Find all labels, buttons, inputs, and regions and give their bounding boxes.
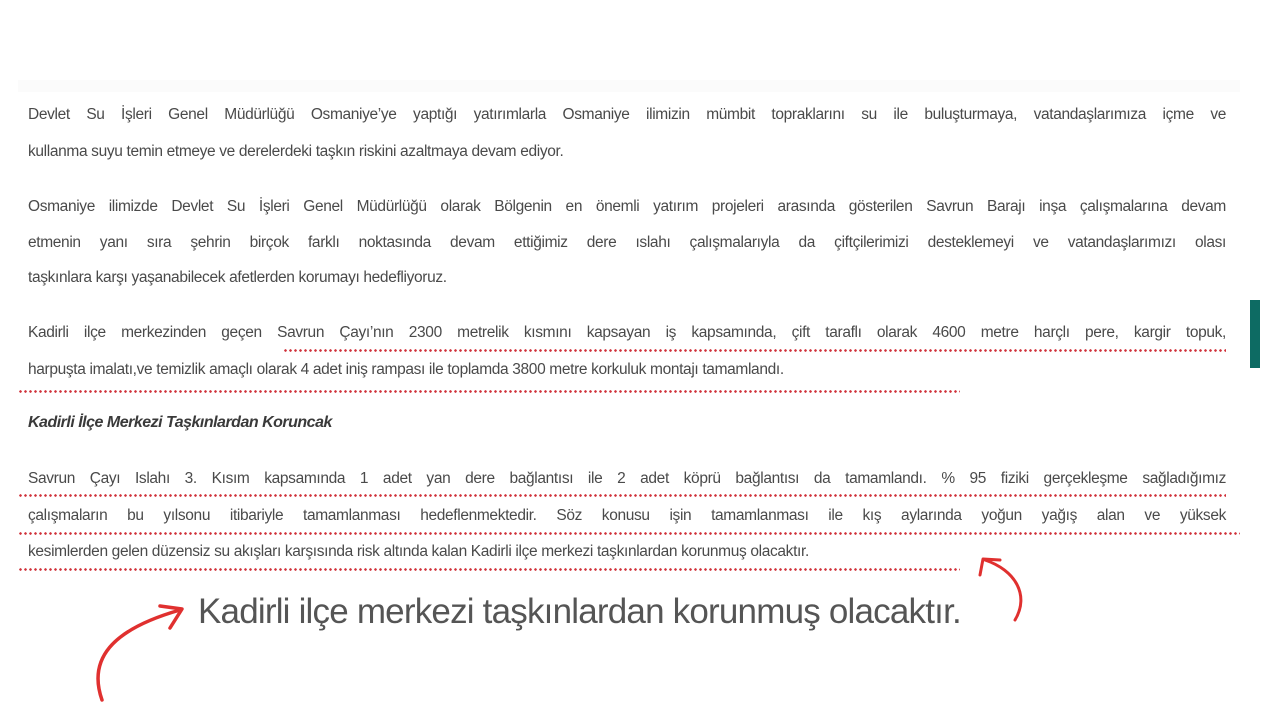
text-line: Devlet Su İşleri Genel Müdürlüğü Osmaniye’ye yaptığı yatırımlarla Osmaniye ilimizin mümbit topraklarını su ile buluşturmaya, vatandaşlarımıza içme ve	[28, 106, 1226, 123]
callout-quote: Kadirli ilçe merkezi taşkınlardan korunmuş olacaktır.	[198, 592, 961, 631]
text-line: Osmaniye ilimizde Devlet Su İşleri Genel Müdürlüğü olarak Bölgenin en önemli yatırım projeleri arasında gösterilen Savrun Barajı inşa çalışmalarına devam	[28, 198, 1226, 215]
text-line: kullanma suyu temin etmeye ve derelerdeki taşkın riskini azaltmaya devam ediyor.	[28, 143, 564, 160]
arrow-icon	[980, 559, 1021, 620]
text-line: etmenin yanı sıra şehrin birçok farklı noktasında devam ettiğimiz dere ıslahı çalışmalarıyla da çiftçilerimizi desteklemeyi ve vatandaşlarımızı olası	[28, 234, 1226, 251]
text-line: kesimlerden gelen düzensiz su akışları karşısında risk altında kalan Kadirli ilçe merkezi taşkınlardan korunmuş olacaktır.	[28, 543, 809, 560]
text-line: Savrun Çayı Islahı 3. Kısım kapsamında 1 adet yan dere bağlantısı ile 2 adet köprü bağlantısı da tamamlandı. % 95 fiziki gerçekleşme sağladığımız	[28, 470, 1226, 487]
text-line: Kadirli ilçe merkezinden geçen Savrun Çayı’nın 2300 metrelik kısmını kapsayan iş kapsamında, çift taraflı olarak 4600 metre harçlı pere, kargir topuk,	[28, 324, 1226, 341]
text-line: çalışmaların bu yılsonu itibariyle tamamlanması hedeflenmektedir. Söz konusu işin tamamlanması ile kış aylarında yoğun yağış alan ve yüksek	[28, 507, 1226, 524]
arrow-icon	[98, 606, 182, 700]
text-line: taşkınlara karşı yaşanabilecek afetlerden korumayı hedefliyoruz.	[28, 269, 447, 286]
text-line: harpuşta imalatı,ve temizlik amaçlı olarak 4 adet iniş rampası ile toplamda 3800 metre korkuluk montajı tamamlandı.	[28, 361, 784, 378]
section-heading: Kadirli İlçe Merkezi Taşkınlardan Koruncak	[28, 414, 332, 431]
